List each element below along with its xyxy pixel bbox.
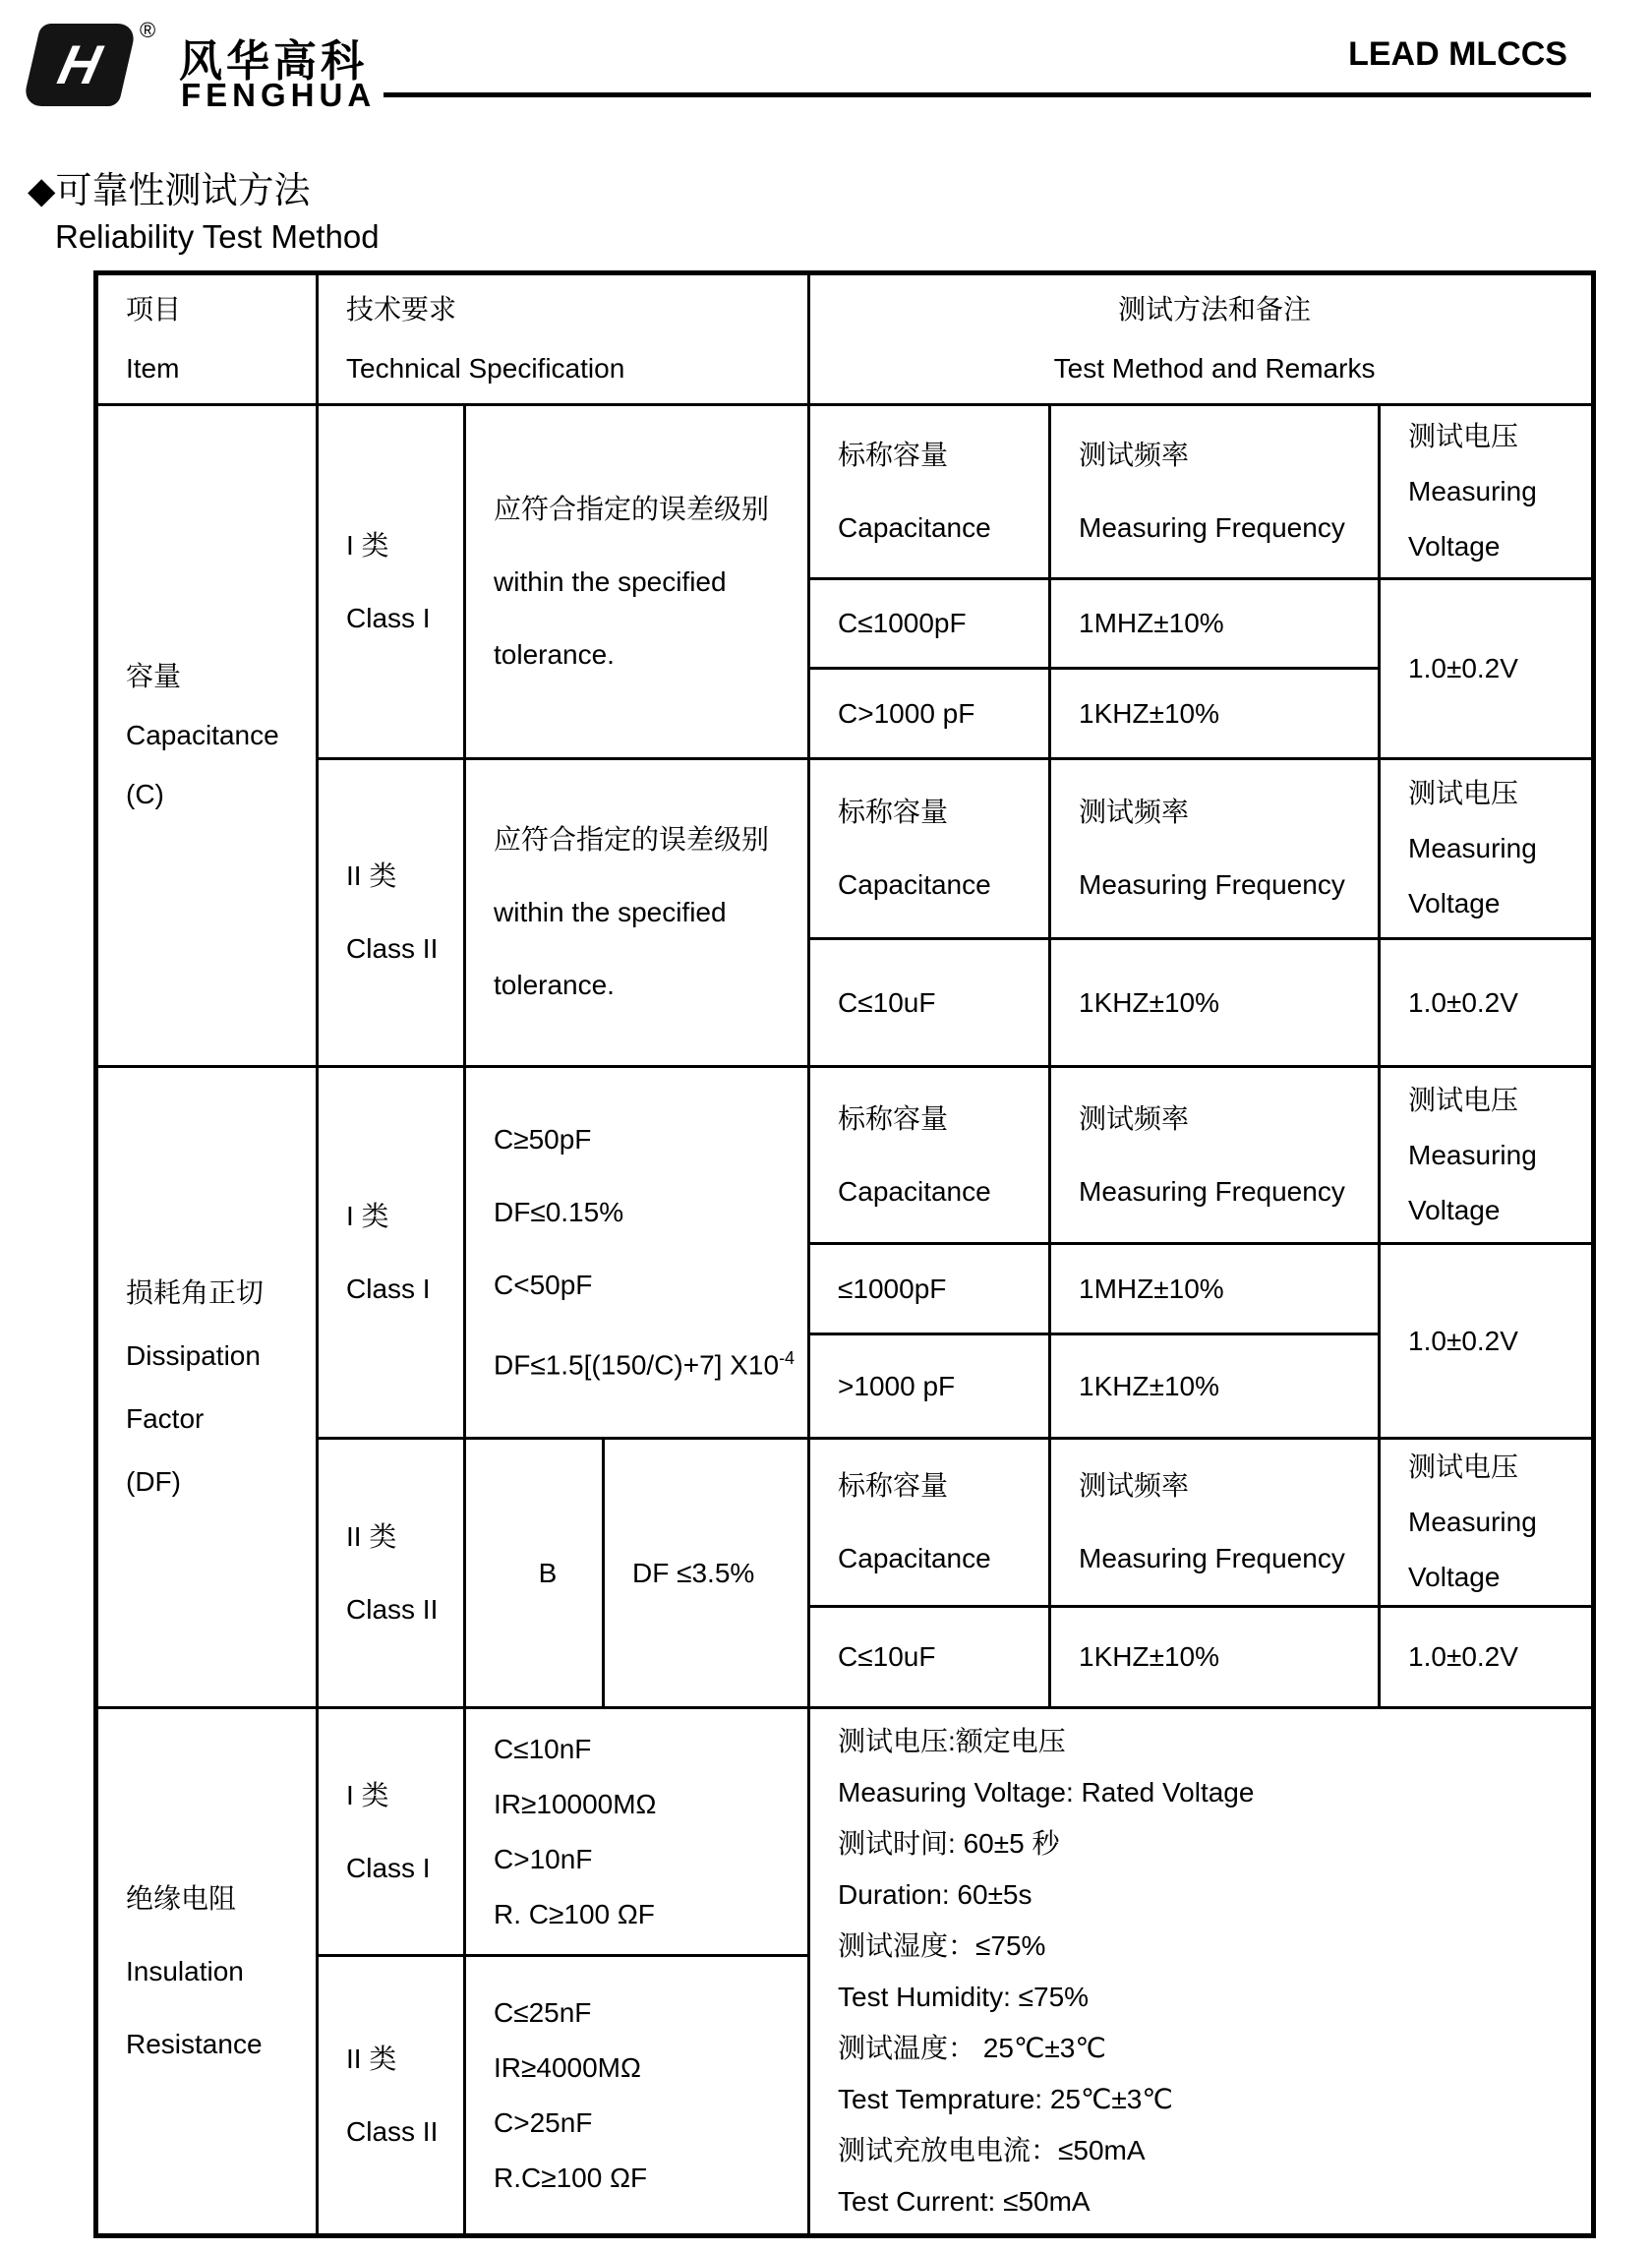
text-line: Class I — [346, 1852, 431, 1883]
dissipation-class1-label — [318, 1067, 465, 1439]
text-line: Test Method and Remarks — [1053, 353, 1376, 384]
col-header-item — [96, 273, 318, 405]
dissipation-class1-spec — [465, 1067, 809, 1439]
text-line: (DF) — [126, 1465, 181, 1497]
text-line: R.C≥100 ΩF — [494, 2162, 648, 2193]
cap-value-cell: >1000 pF — [809, 1334, 1050, 1439]
cap-value-cell: C≤1000pF — [809, 579, 1050, 669]
insulation-class1-label — [318, 1708, 465, 1956]
capacitance-class1-spec — [465, 405, 809, 759]
text-line: Measuring — [1408, 476, 1537, 506]
doc-title: LEAD MLCCS — [1348, 35, 1567, 73]
text-line: IR≥4000MΩ — [494, 2051, 641, 2083]
text-line: IR≥10000MΩ — [494, 1788, 657, 1819]
text-line: DF≤0.15% — [494, 1196, 624, 1227]
text-line: 项目 — [126, 294, 182, 325]
df-formula-line — [494, 1322, 807, 1401]
voltage-value-cell: 1.0±0.2V — [1380, 1244, 1594, 1439]
text-line: I 类 — [346, 529, 389, 561]
text-line: 标称容量 — [838, 1102, 949, 1134]
text-line: Dissipation — [126, 1339, 261, 1371]
text-line: Resistance — [126, 2028, 263, 2059]
text-line: Measuring — [1408, 1507, 1537, 1537]
dissipation-class2-label — [318, 1439, 465, 1708]
text-line: 绝缘电阻 — [126, 1882, 237, 1914]
text-line: II 类 — [346, 1520, 397, 1552]
text-line: Measuring — [1408, 1139, 1537, 1170]
text-line: Test Current: ≤50mA — [838, 2185, 1091, 2217]
capacitance-class2-spec — [465, 759, 809, 1067]
text-line: 标称容量 — [838, 797, 949, 827]
text-line: within the specified — [494, 565, 727, 597]
text-line: C>25nF — [494, 2106, 593, 2138]
text-line: C<50pF — [494, 1269, 593, 1300]
text-line: 测试电压 — [1408, 1452, 1519, 1482]
voltage-value-cell: 1.0±0.2V — [1380, 939, 1594, 1067]
subheader-frequency — [1050, 1067, 1380, 1244]
section-title-cn: ◆可靠性测试方法 — [28, 170, 311, 210]
formula-exponent: -4 — [779, 1347, 796, 1368]
text-line: 测试方法和备注 — [1118, 294, 1312, 325]
text-line: Class I — [346, 602, 431, 633]
voltage-value-cell: 1.0±0.2V — [1380, 579, 1594, 759]
text-line: 应符合指定的误差级别 — [494, 824, 770, 855]
freq-value-cell: 1KHZ±10% — [1050, 669, 1380, 759]
text-line: 测试电压 — [1408, 421, 1519, 451]
subheader-capacitance — [809, 405, 1050, 579]
insulation-class2-label — [318, 1956, 465, 2236]
text-line: Voltage — [1408, 1194, 1501, 1225]
col-header-spec — [318, 273, 809, 405]
text-line: Capacitance — [838, 869, 991, 900]
text-line: 测试充放电电流：≤50mA — [838, 2134, 1146, 2165]
text-line: Capacitance — [838, 512, 991, 543]
col-header-method — [809, 273, 1594, 405]
text-line: Measuring Frequency — [1079, 512, 1345, 543]
registered-trademark-icon: ® — [140, 18, 156, 42]
text-line: Item — [126, 353, 180, 384]
subheader-capacitance — [809, 1439, 1050, 1607]
text-line: 测试时间: 60±5 秒 — [838, 1827, 1060, 1859]
subheader-voltage — [1380, 405, 1594, 579]
subheader-frequency — [1050, 1439, 1380, 1607]
text-line: Test Temprature: 25℃±3℃ — [838, 2083, 1173, 2114]
text-line: 测试频率 — [1079, 797, 1190, 827]
cap-value-cell: ≤1000pF — [809, 1244, 1050, 1334]
cap-value-cell: C≤10uF — [809, 939, 1050, 1067]
text-line: Class I — [346, 1273, 431, 1304]
text-line: Measuring Frequency — [1079, 1175, 1345, 1207]
insulation-class2-spec — [465, 1956, 809, 2236]
text-line: C≥50pF — [494, 1123, 592, 1155]
text-line: Voltage — [1408, 531, 1501, 562]
text-line: C>10nF — [494, 1843, 593, 1874]
text-line: Measuring — [1408, 833, 1537, 863]
text-line: Capacitance — [838, 1543, 991, 1573]
text-line: 应符合指定的误差级别 — [494, 493, 770, 524]
text-line: I 类 — [346, 1200, 389, 1231]
insulation-method-cell — [809, 1708, 1594, 2236]
dissipation-item-cell — [96, 1067, 318, 1708]
brand-name-en: FENGHUA — [181, 77, 377, 113]
subheader-frequency — [1050, 759, 1380, 939]
text-line: Class II — [346, 1593, 439, 1625]
cap-value-cell: C>1000 pF — [809, 669, 1050, 759]
text-line: I 类 — [346, 1779, 389, 1810]
text-line: tolerance. — [494, 970, 615, 1000]
text-line: 测试频率 — [1079, 1102, 1190, 1134]
cap-value-cell: C≤10uF — [809, 1607, 1050, 1708]
text-line: 容量 — [126, 661, 182, 691]
capacitance-item-cell — [96, 405, 318, 1067]
text-line: Insulation — [126, 1955, 244, 1986]
text-line: 测试温度： 25℃±3℃ — [838, 2032, 1106, 2063]
insulation-class1-spec — [465, 1708, 809, 1956]
text-line: Capacitance — [838, 1175, 991, 1207]
voltage-value-cell: 1.0±0.2V — [1380, 1607, 1594, 1708]
capacitance-class1-label — [318, 405, 465, 759]
text-line: 测试频率 — [1079, 440, 1190, 470]
dissipation-class2-grade: B — [465, 1439, 604, 1708]
capacitance-class2-label — [318, 759, 465, 1067]
dissipation-class2-limit: DF ≤3.5% — [604, 1439, 809, 1708]
text-line: II 类 — [346, 2043, 397, 2074]
formula-base: DF≤1.5[(150/C)+7] X10 — [494, 1349, 780, 1381]
subheader-voltage — [1380, 1067, 1594, 1244]
logo-glyph: H — [52, 33, 107, 95]
text-line: C≤10nF — [494, 1733, 592, 1764]
header-rule — [384, 92, 1591, 97]
text-line: Class II — [346, 2115, 439, 2147]
text-line: (C) — [126, 779, 164, 809]
text-line: 测试湿度：≤75% — [838, 1929, 1046, 1961]
reliability-test-table — [93, 270, 1596, 2238]
fenghua-logo-icon — [22, 24, 137, 106]
text-line: 损耗角正切 — [126, 1276, 265, 1308]
text-line: 测试频率 — [1079, 1470, 1190, 1501]
text-line: 测试电压:额定电压 — [838, 1725, 1066, 1756]
text-line: 技术要求 — [346, 294, 457, 325]
text-line: 测试电压 — [1408, 778, 1519, 808]
text-line: Technical Specification — [346, 353, 625, 384]
subheader-voltage — [1380, 1439, 1594, 1607]
text-line: R. C≥100 ΩF — [494, 1898, 655, 1929]
subheader-capacitance — [809, 759, 1050, 939]
text-line: 测试电压 — [1408, 1084, 1519, 1115]
subheader-frequency — [1050, 405, 1380, 579]
insulation-item-cell — [96, 1708, 318, 2236]
text-line: Measuring Voltage: Rated Voltage — [838, 1776, 1255, 1808]
text-line: Capacitance — [126, 720, 279, 750]
brand-name-cn: 风华高科 — [179, 37, 368, 86]
text-line: Voltage — [1408, 888, 1501, 919]
subheader-capacitance — [809, 1067, 1050, 1244]
text-line: Measuring Frequency — [1079, 869, 1345, 900]
text-line: tolerance. — [494, 638, 615, 670]
text-line: Test Humidity: ≤75% — [838, 1981, 1090, 2012]
text-line: Measuring Frequency — [1079, 1543, 1345, 1573]
text-line: II 类 — [346, 860, 397, 891]
text-line: 标称容量 — [838, 440, 949, 470]
freq-value-cell: 1MHZ±10% — [1050, 1244, 1380, 1334]
text-line: 标称容量 — [838, 1470, 949, 1501]
text-line: C≤25nF — [494, 1996, 592, 2028]
subheader-voltage — [1380, 759, 1594, 939]
text-line: Factor — [126, 1402, 205, 1434]
freq-value-cell: 1KHZ±10% — [1050, 1607, 1380, 1708]
text-line: Class II — [346, 933, 439, 964]
freq-value-cell: 1KHZ±10% — [1050, 939, 1380, 1067]
text-line: within the specified — [494, 897, 727, 927]
section-title-en: Reliability Test Method — [55, 218, 380, 255]
freq-value-cell: 1MHZ±10% — [1050, 579, 1380, 669]
text-line: Voltage — [1408, 1562, 1501, 1592]
freq-value-cell: 1KHZ±10% — [1050, 1334, 1380, 1439]
text-line: Duration: 60±5s — [838, 1878, 1032, 1910]
